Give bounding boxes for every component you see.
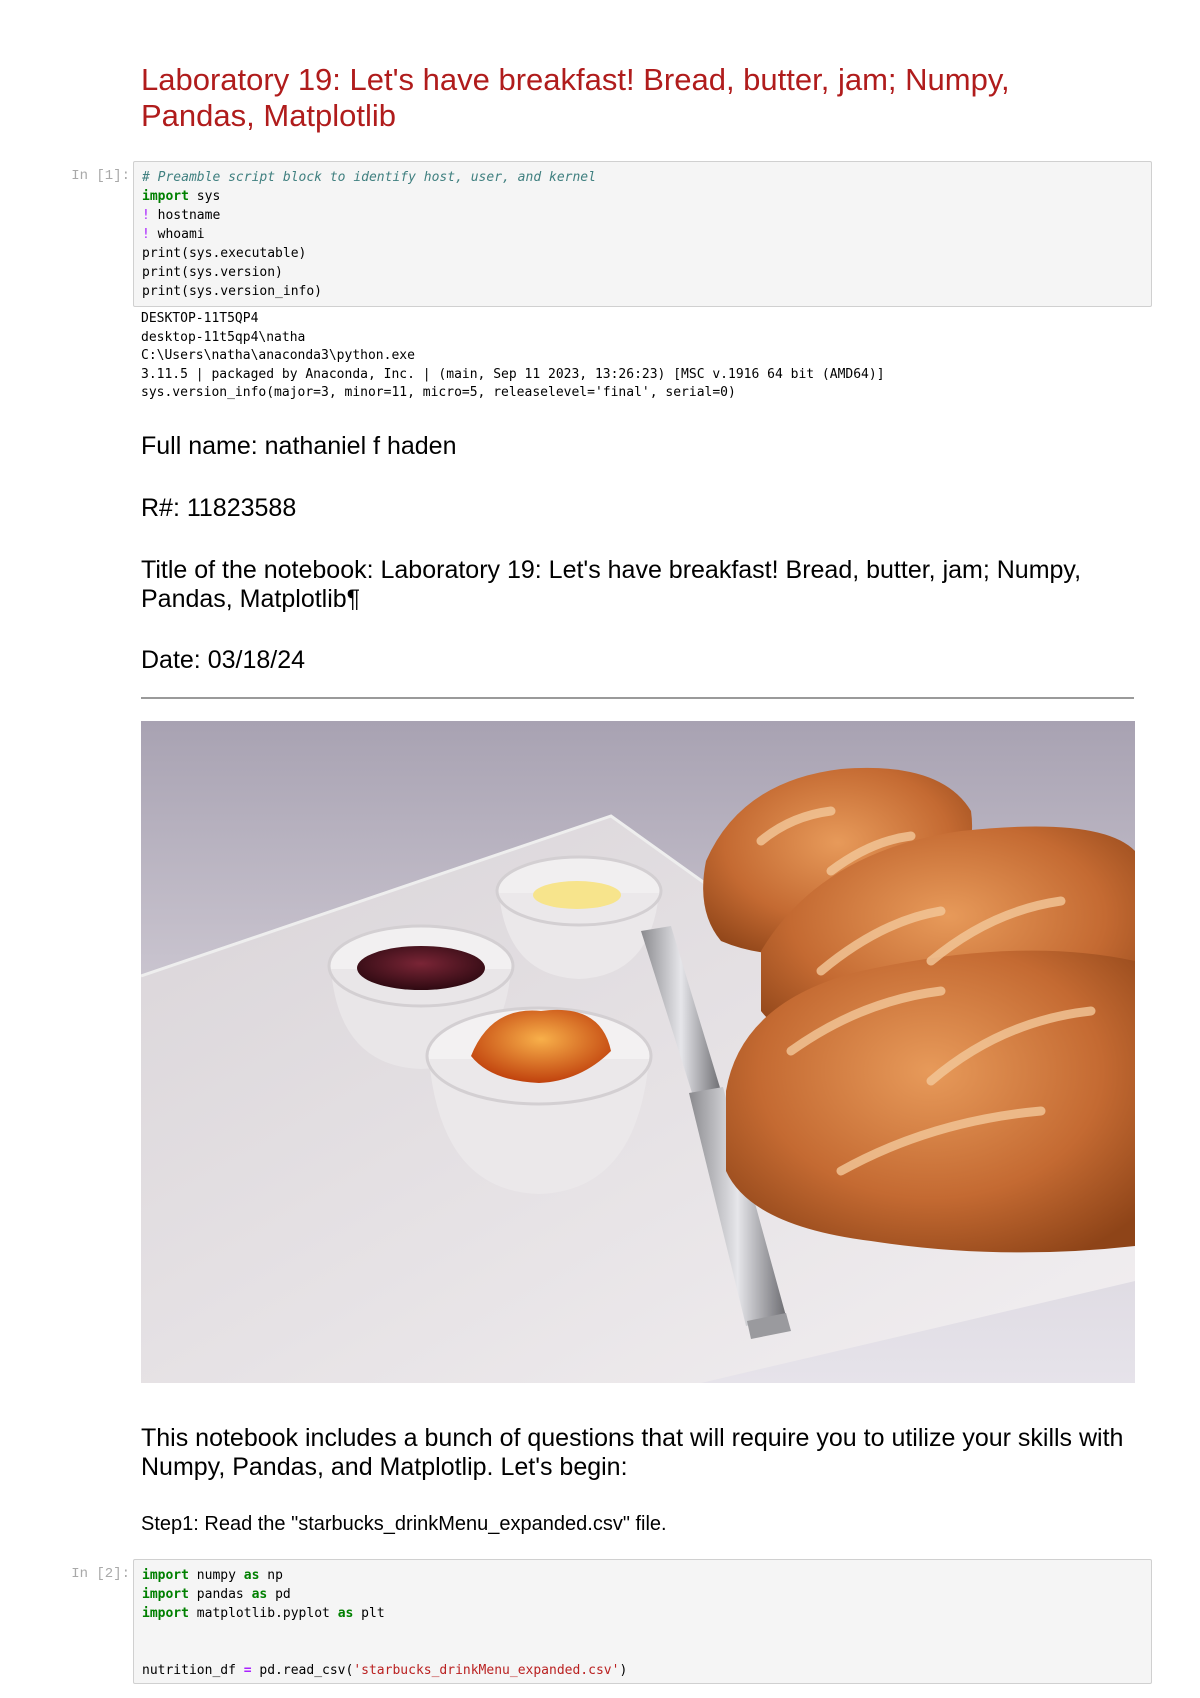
divider xyxy=(141,697,1134,699)
code-line: import numpy as np xyxy=(142,1568,283,1583)
code-line: import matplotlib.pyplot as plt xyxy=(142,1606,385,1621)
code-line xyxy=(142,1623,1143,1642)
code-line xyxy=(142,1642,1143,1661)
output-line: sys.version_info(major=3, minor=11, micro=5, releaselevel='final', serial=0) xyxy=(141,385,736,400)
code-line: # Preamble script block to identify host, user, and kernel xyxy=(142,170,596,185)
code-line: print(sys.version) xyxy=(142,265,283,280)
code-line: import sys xyxy=(142,189,221,204)
code-cell-preamble[interactable] xyxy=(133,161,1152,307)
output-line: 3.11.5 | packaged by Anaconda, Inc. | (main, Sep 11 2023, 13:26:23) [MSC v.1916 64 bit (AMD64)] xyxy=(141,366,885,382)
date-text: Date: 03/18/24 xyxy=(141,646,306,674)
breakfast-image xyxy=(141,721,1135,1383)
output-line: desktop-11t5qp4\natha xyxy=(141,329,306,345)
page-title: Laboratory 19: Let's have breakfast! Bread, butter, jam; Numpy, Pandas, Matplotlib xyxy=(141,62,1010,133)
cell-output-preamble xyxy=(141,310,1141,403)
code-line: print(sys.executable) xyxy=(142,246,307,261)
code-line: import pandas as pd xyxy=(142,1587,291,1602)
output-line: DESKTOP-11T5QP4 xyxy=(141,311,259,326)
code-line: print(sys.version_info) xyxy=(142,284,323,299)
student-r-number: R#: 11823588 xyxy=(141,494,297,522)
notebook-title-text: Title of the notebook: Laboratory 19: Let's have breakfast! Bread, butter, jam; Numpy, Pandas, Matplotlib¶ xyxy=(141,556,1082,613)
code-line: nutrition_df = pd.read_csv('starbucks_drinkMenu_expanded.csv') xyxy=(142,1663,628,1678)
step1-text: Step1: Read the "starbucks_drinkMenu_expanded.csv" file. xyxy=(141,1513,667,1535)
code-line: ! whoami xyxy=(142,227,205,242)
cell-prompt: In [2]: xyxy=(71,1566,130,1582)
cell-prompt: In [1]: xyxy=(71,168,130,184)
intro-paragraph: This notebook includes a bunch of questions that will require you to utilize your skills with Numpy, Pandas, and Matplotlip. Let's begin: xyxy=(141,1424,1124,1481)
student-full-name: Full name: nathaniel f haden xyxy=(141,432,457,460)
code-line: ! hostname xyxy=(142,208,221,223)
code-cell-imports[interactable] xyxy=(133,1559,1152,1684)
output-line: C:\Users\natha\anaconda3\python.exe xyxy=(141,348,415,363)
